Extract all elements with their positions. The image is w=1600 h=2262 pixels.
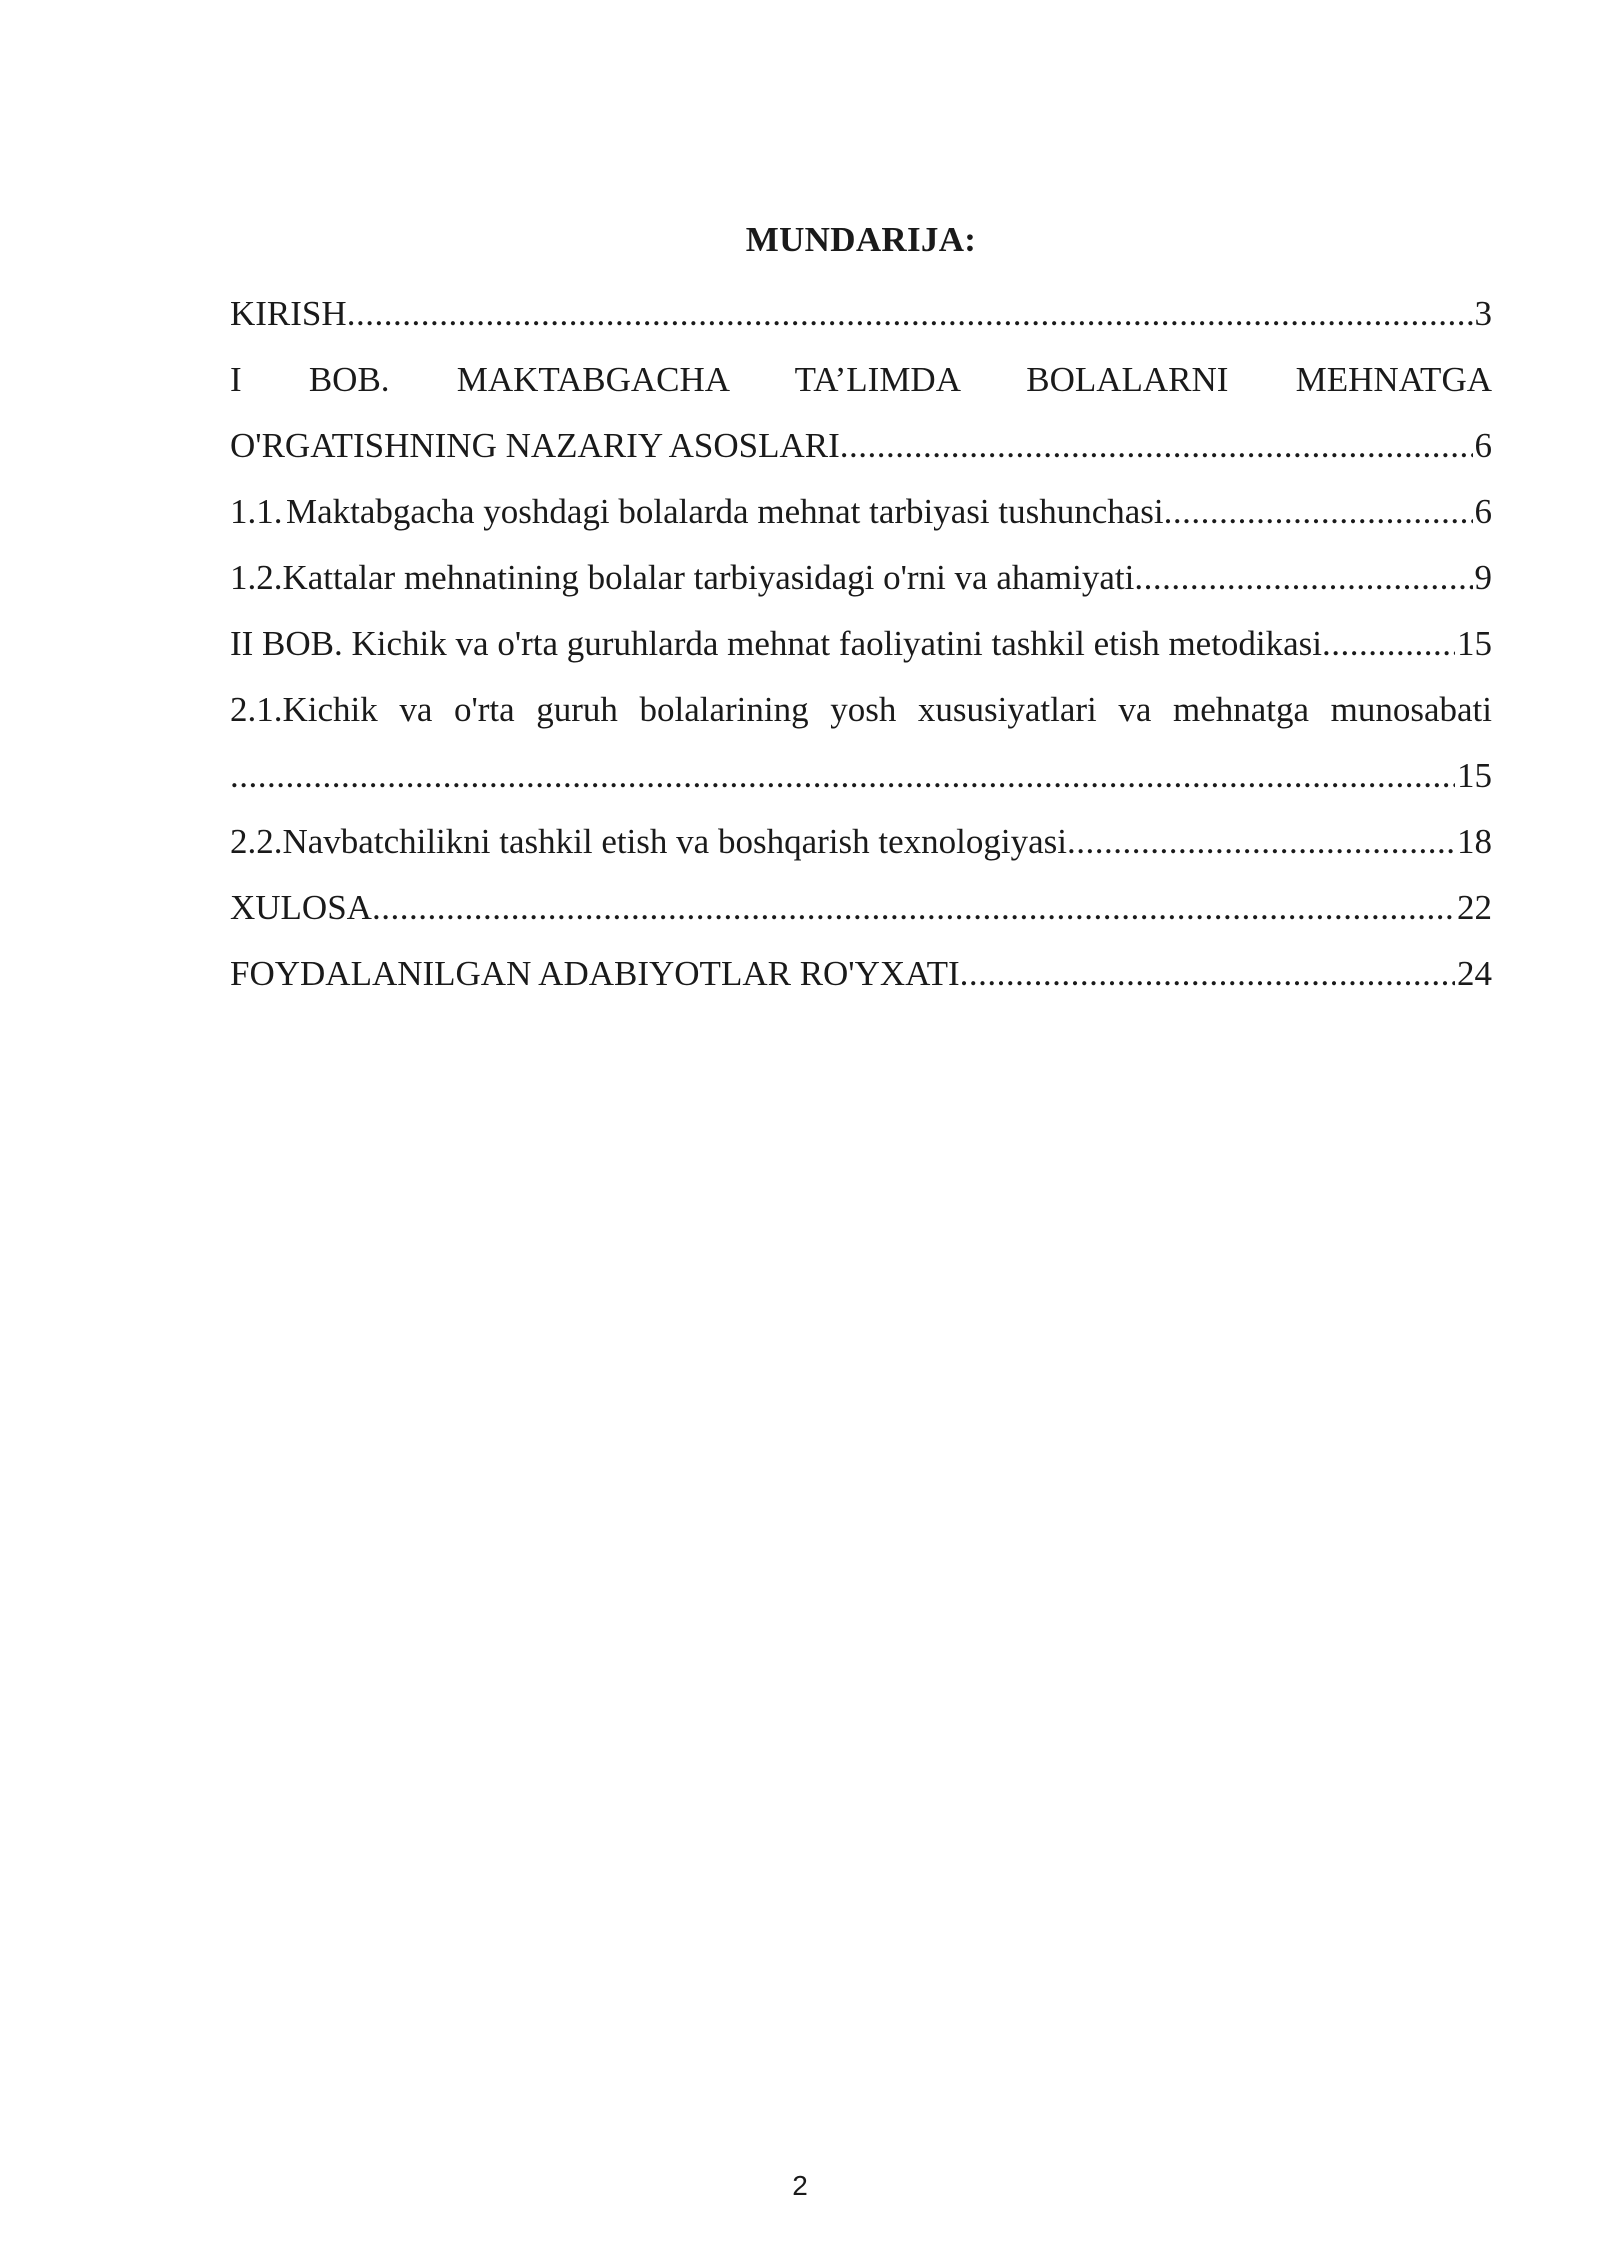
toc-entry-section-2-1[interactable] [230,677,1492,809]
toc-entry-label: II BOB. Kichik va o'rta guruhlarda mehnat faoliyatini tashkil etish metodikasi [230,624,1323,663]
dot-leader [347,281,1473,347]
toc-entry-label: 1.2.Kattalar mehnatining bolalar tarbiyasidagi o'rni va ahamiyati [230,558,1135,597]
dot-leader [1322,611,1455,677]
toc-entry-references[interactable] [230,941,1492,1007]
toc-page-number: 24 [1457,954,1492,993]
toc-entry-label: O'RGATISHNING NAZARIY ASOSLARI [230,426,840,465]
toc-page-number: 9 [1474,558,1492,597]
dot-leader [230,743,1455,809]
toc-page-number: 15 [1457,624,1492,663]
toc-entry-label: 2.2.Navbatchilikni tashkil etish va boshqarish texnologiyasi [230,822,1067,861]
toc-entry-chapter-2[interactable] [230,611,1492,677]
dot-leader [840,413,1473,479]
toc-entry-chapter-1[interactable] [230,347,1492,479]
dot-leader [1067,809,1455,875]
toc-entry-label: XULOSA [230,888,372,927]
toc-entry-section-1-2[interactable] [230,545,1492,611]
toc-entry-label-line1: 2.1.Kichik va o'rta guruh bolalarining yosh xususiyatlari va mehnatga munosabati [230,690,1492,729]
toc-list [230,281,1492,1007]
dot-leader [372,875,1455,941]
toc-entry-kirish[interactable] [230,281,1492,347]
toc-entry-xulosa[interactable] [230,875,1492,941]
dot-leader [960,941,1455,1007]
table-of-contents [230,215,1492,1007]
toc-entry-label: FOYDALANILGAN ADABIYOTLAR RO'YXATI [230,954,960,993]
toc-page-number: 6 [1474,492,1492,531]
toc-entry-number: 1.1. [230,492,283,531]
page-number: 2 [792,2170,808,2201]
toc-page-number: 22 [1457,888,1492,927]
dot-leader [1134,545,1472,611]
toc-entry-label: KIRISH [230,294,347,333]
toc-entry-label-line1: I BOB. MAKTABGACHA TA’LIMDA BOLALARNI MEHNATGA [230,360,1492,399]
dot-leader [1164,479,1473,545]
toc-entry-section-2-2[interactable] [230,809,1492,875]
toc-page-number: 18 [1457,822,1492,861]
toc-entry-section-1-1[interactable] [230,479,1492,545]
toc-entry-label: Maktabgacha yoshdagi bolalarda mehnat tarbiyasi tushunchasi [285,492,1164,531]
toc-title: MUNDARIJA: [745,220,977,259]
toc-page-number: 3 [1474,294,1492,333]
toc-page-number: 6 [1474,426,1492,465]
toc-page-number: 15 [1457,756,1492,795]
